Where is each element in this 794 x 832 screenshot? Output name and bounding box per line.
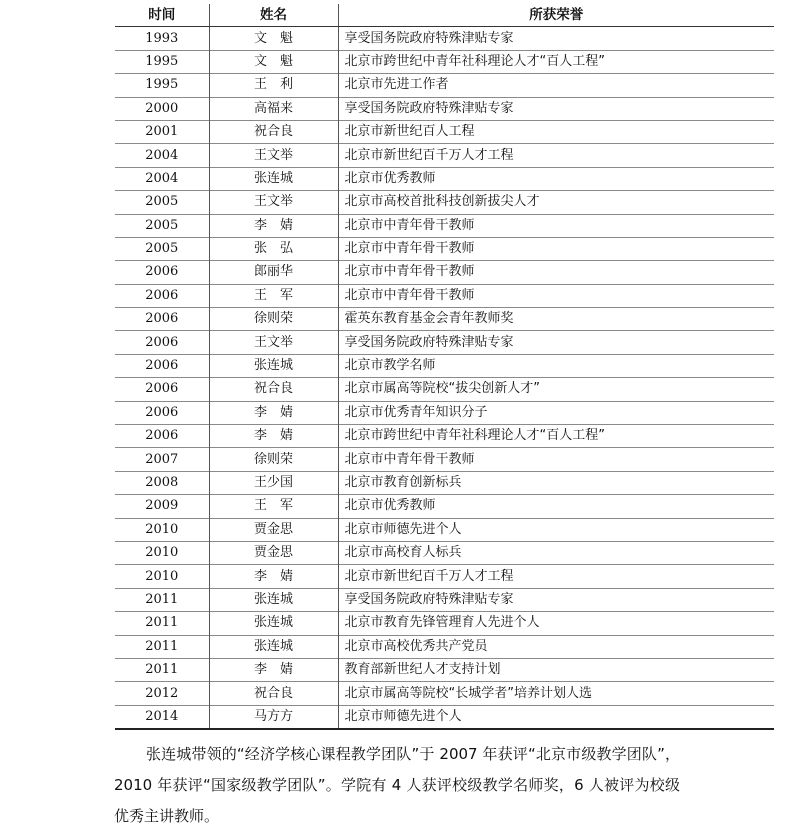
cell-name: 文 魁 [209,27,338,50]
cell-year: 2008 [115,471,209,494]
table-body [115,27,774,729]
cell-name: 张连城 [209,167,338,190]
table-row [115,120,774,143]
cell-year: 2007 [115,448,209,471]
cell-name: 祝合良 [209,378,338,401]
cell-honor: 北京市中青年骨干教师 [338,237,774,260]
cell-name: 贾金思 [209,518,338,541]
cell-year: 1995 [115,50,209,73]
cell-honor: 北京市优秀青年知识分子 [338,401,774,424]
cell-year: 2004 [115,144,209,167]
table-row [115,284,774,307]
cell-name: 张连城 [209,354,338,377]
cell-honor: 教育部新世纪人才支持计划 [338,658,774,681]
cell-honor: 北京市中青年骨干教师 [338,261,774,284]
table-row [115,658,774,681]
cell-year: 2006 [115,354,209,377]
cell-honor: 享受国务院政府特殊津贴专家 [338,588,774,611]
cell-honor: 北京市教育创新标兵 [338,471,774,494]
cell-year: 2011 [115,612,209,635]
cell-year: 2005 [115,191,209,214]
table-row [115,308,774,331]
cell-name: 王文举 [209,331,338,354]
cell-name: 马方方 [209,705,338,729]
cell-name: 郎丽华 [209,261,338,284]
cell-name: 张连城 [209,588,338,611]
cell-year: 2006 [115,331,209,354]
cell-year: 2010 [115,518,209,541]
header-honor: 所获荣誉 [338,4,774,27]
cell-year: 2011 [115,588,209,611]
cell-year: 2001 [115,120,209,143]
cell-year: 2000 [115,97,209,120]
cell-year: 1993 [115,27,209,50]
table-row [115,612,774,635]
cell-honor: 北京市跨世纪中青年社科理论人才“百人工程” [338,425,774,448]
table-row [115,518,774,541]
cell-honor: 北京市先进工作者 [338,74,774,97]
cell-name: 张连城 [209,612,338,635]
table-row [115,50,774,73]
cell-honor: 北京市新世纪百千万人才工程 [338,144,774,167]
cell-name: 李 婧 [209,425,338,448]
table-row [115,144,774,167]
cell-year: 2014 [115,705,209,729]
table-row [115,378,774,401]
cell-year: 2009 [115,495,209,518]
cell-honor: 霍英东教育基金会青年教师奖 [338,308,774,331]
cell-honor: 北京市师德先进个人 [338,705,774,729]
cell-year: 2005 [115,214,209,237]
cell-name: 李 婧 [209,565,338,588]
table-row [115,214,774,237]
table-row [115,682,774,705]
header-name: 姓名 [209,4,338,27]
table-row [115,354,774,377]
cell-honor: 北京市教学名师 [338,354,774,377]
cell-year: 2006 [115,261,209,284]
table-row [115,705,774,729]
table-row [115,565,774,588]
cell-year: 2011 [115,635,209,658]
table-row [115,635,774,658]
cell-honor: 北京市教育先锋管理育人先进个人 [338,612,774,635]
honors-table [115,4,774,730]
cell-name: 王少国 [209,471,338,494]
cell-honor: 享受国务院政府特殊津贴专家 [338,331,774,354]
cell-year: 2006 [115,401,209,424]
table-row [115,401,774,424]
cell-name: 祝合良 [209,120,338,143]
cell-year: 2011 [115,658,209,681]
cell-year: 2006 [115,308,209,331]
table-row [115,331,774,354]
cell-name: 文 魁 [209,50,338,73]
table-row [115,541,774,564]
cell-honor: 北京市优秀教师 [338,167,774,190]
cell-year: 2004 [115,167,209,190]
cell-honor: 北京市高校优秀共产党员 [338,635,774,658]
cell-name: 王 利 [209,74,338,97]
cell-name: 祝合良 [209,682,338,705]
cell-name: 徐则荣 [209,308,338,331]
cell-name: 李 婧 [209,401,338,424]
cell-honor: 北京市跨世纪中青年社科理论人才“百人工程” [338,50,774,73]
cell-honor: 享受国务院政府特殊津贴专家 [338,97,774,120]
cell-name: 张 弘 [209,237,338,260]
table-header-row [115,4,774,27]
cell-honor: 北京市新世纪百千万人才工程 [338,565,774,588]
table-row [115,27,774,50]
cell-honor: 北京市优秀教师 [338,495,774,518]
cell-name: 王 军 [209,495,338,518]
cell-name: 王文举 [209,191,338,214]
cell-name: 李 婧 [209,658,338,681]
cell-honor: 北京市高校育人标兵 [338,541,774,564]
cell-honor: 北京市中青年骨干教师 [338,448,774,471]
cell-year: 2012 [115,682,209,705]
cell-year: 2005 [115,237,209,260]
table-row [115,588,774,611]
cell-name: 李 婧 [209,214,338,237]
table-row [115,425,774,448]
cell-name: 王文举 [209,144,338,167]
cell-honor: 北京市新世纪百人工程 [338,120,774,143]
table-row [115,495,774,518]
cell-year: 2010 [115,565,209,588]
cell-name: 高福来 [209,97,338,120]
header-year: 时间 [115,4,209,27]
table-row [115,191,774,214]
cell-name: 徐则荣 [209,448,338,471]
cell-honor: 北京市师德先进个人 [338,518,774,541]
table-row [115,471,774,494]
cell-name: 张连城 [209,635,338,658]
cell-honor: 北京市中青年骨干教师 [338,214,774,237]
cell-honor: 北京市高校首批科技创新拔尖人才 [338,191,774,214]
cell-name: 贾金思 [209,541,338,564]
cell-honor: 北京市属高等院校“长城学者”培养计划人选 [338,682,774,705]
table-row [115,261,774,284]
cell-year: 1995 [115,74,209,97]
cell-year: 2006 [115,425,209,448]
cell-name: 王 军 [209,284,338,307]
summary-paragraph: 张连城带领的“经济学核心课程教学团队”于 2007 年获评“北京市级教学团队”，2010 年获评“国家级教学团队”。学院有 4 人获评校级教学名师奖，6 人被评为校级优秀主讲教师。 [114,745,680,825]
cell-year: 2006 [115,378,209,401]
cell-honor: 北京市属高等院校“拔尖创新人才” [338,378,774,401]
cell-year: 2010 [115,541,209,564]
cell-honor: 享受国务院政府特殊津贴专家 [338,27,774,50]
table-row [115,448,774,471]
cell-year: 2006 [115,284,209,307]
table-row [115,167,774,190]
table-row [115,237,774,260]
cell-honor: 北京市中青年骨干教师 [338,284,774,307]
table-row [115,74,774,97]
table-row [115,97,774,120]
